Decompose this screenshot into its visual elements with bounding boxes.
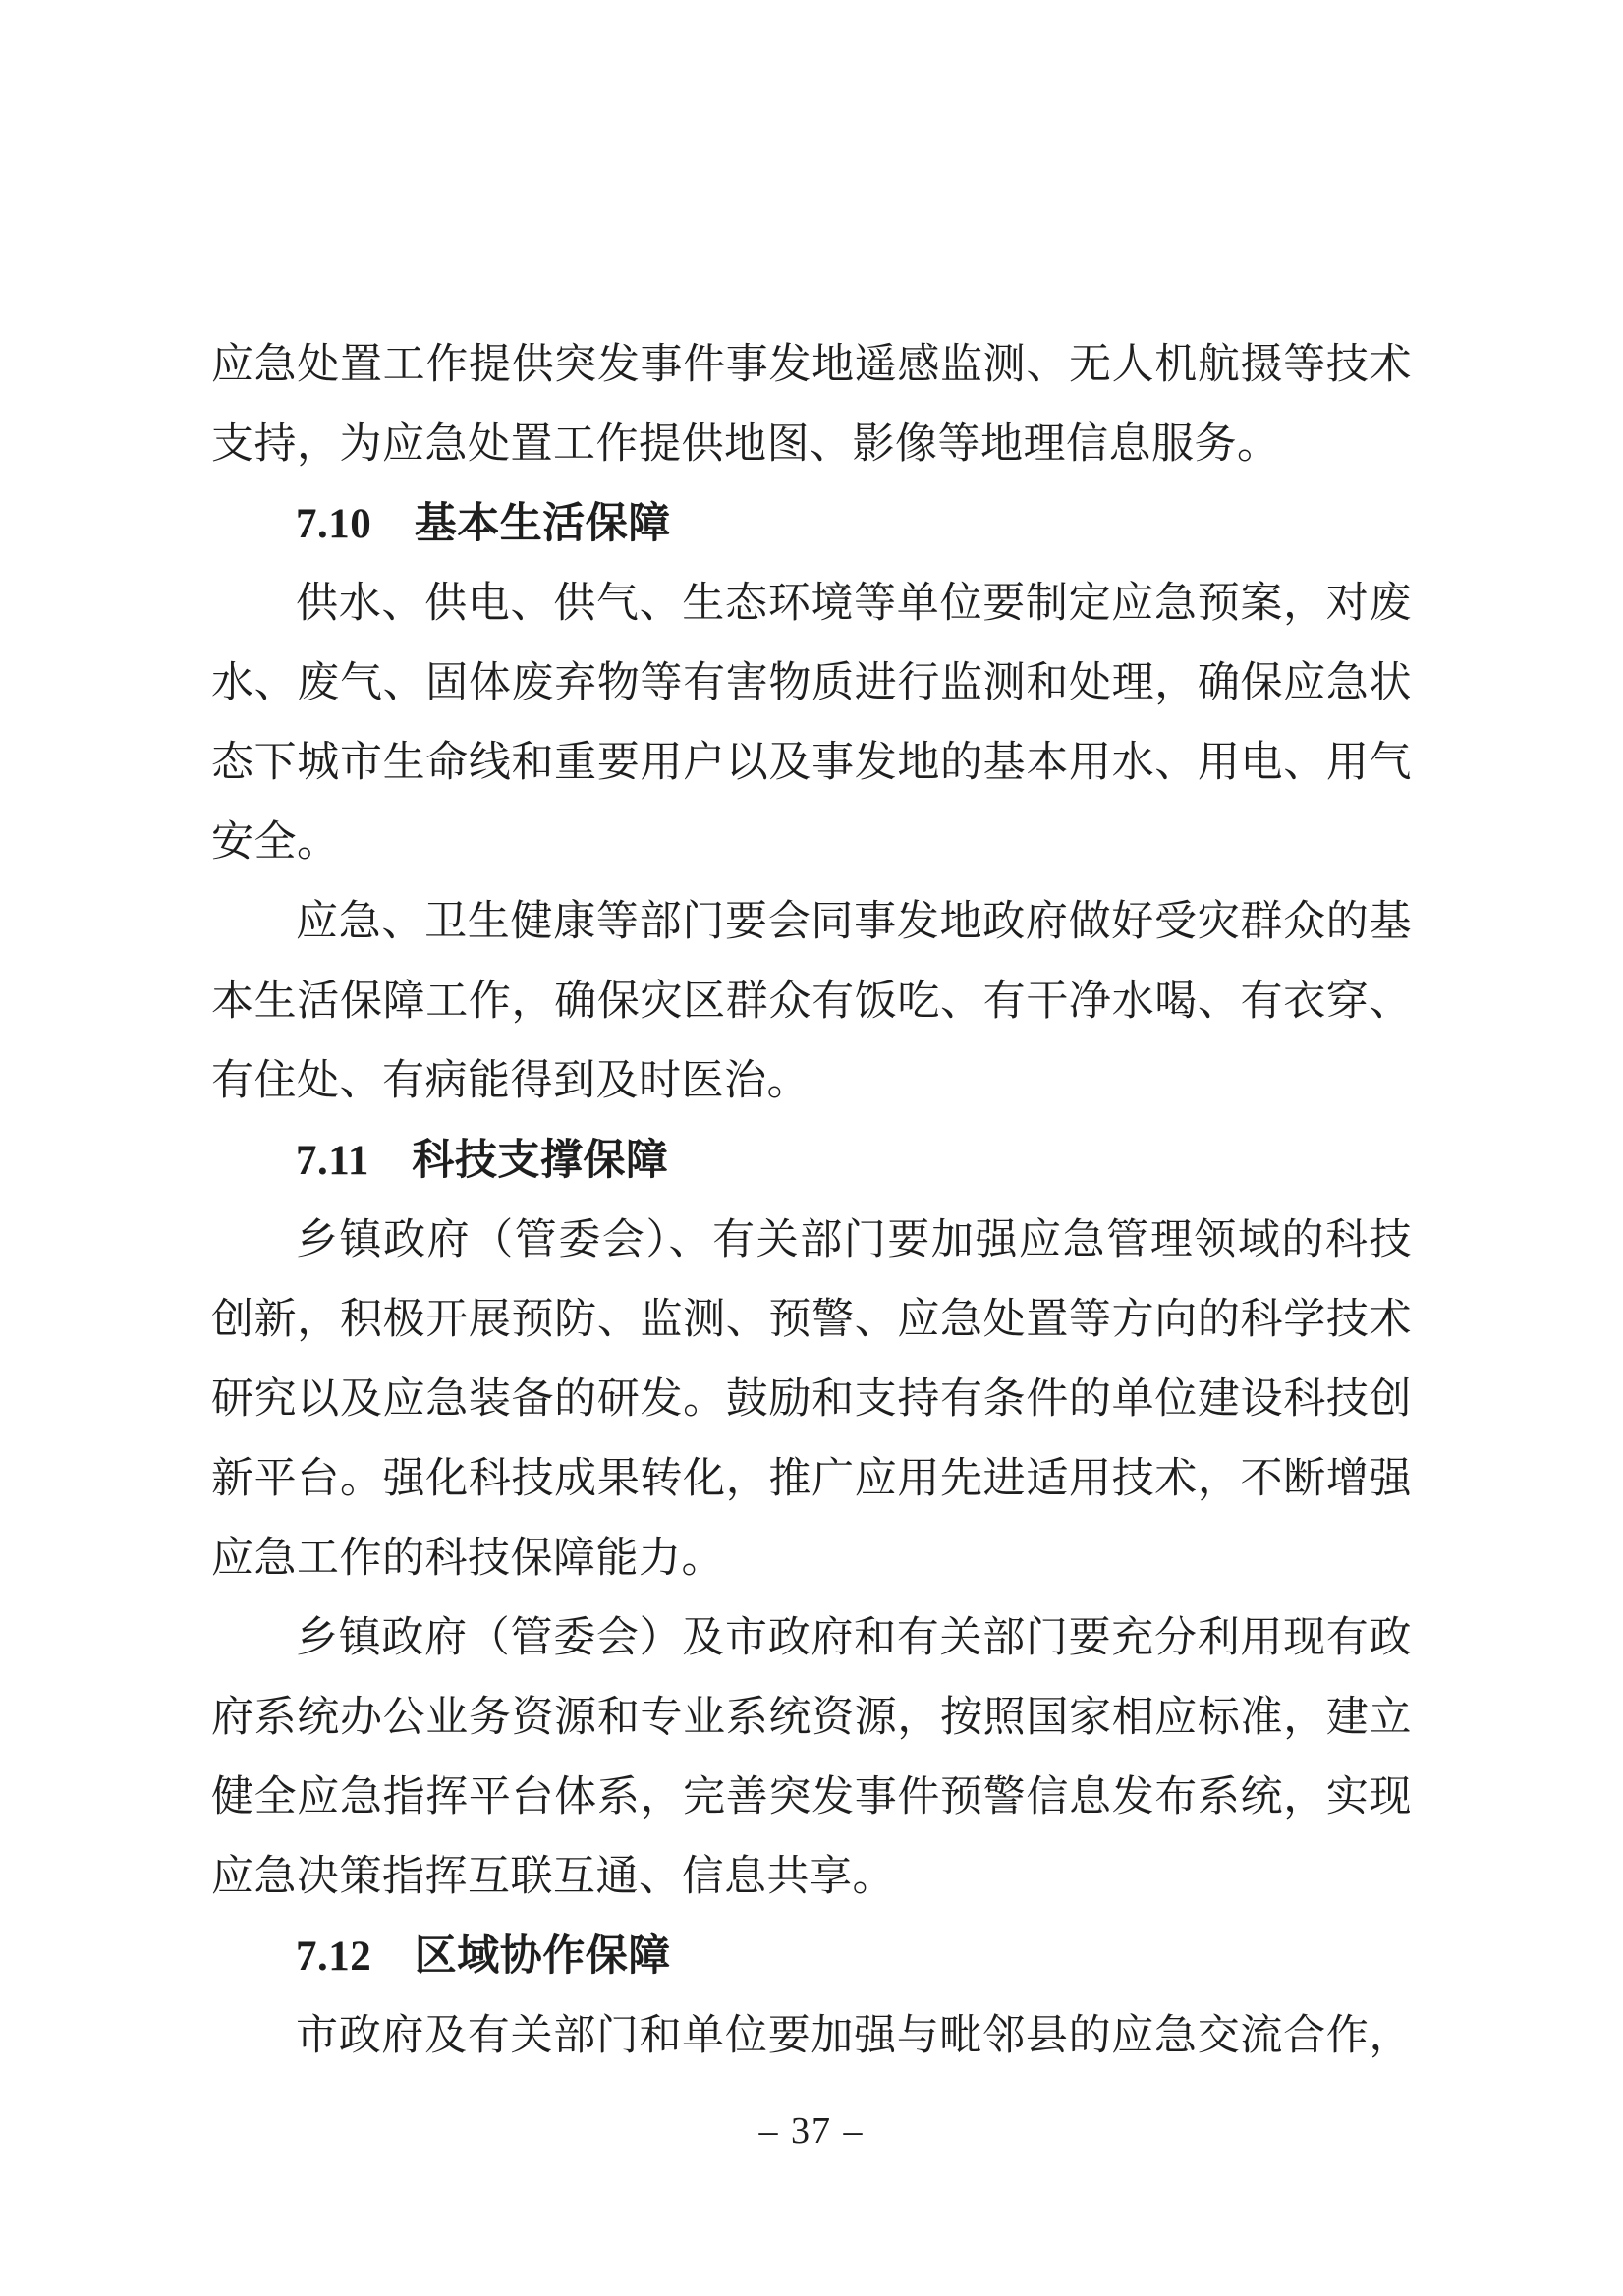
body-line: 支持，为应急处置工作提供地图、影像等地理信息服务。 <box>211 421 1280 468</box>
body-line: 供水、供电、供气、生态环境等单位要制定应急预案，对废 <box>296 581 1412 627</box>
body-line: 水、废气、固体废弃物等有害物质进行监测和处理，确保应急状 <box>211 660 1412 706</box>
body-line: 创新，积极开展预防、监测、预警、应急处置等方向的科学技术 <box>211 1297 1412 1343</box>
body-line: 态下城市生命线和重要用户以及事发地的基本用水、用电、用气 <box>211 740 1412 786</box>
body-line: 市政府及有关部门和单位要加强与毗邻县的应急交流合作， <box>296 2013 1412 2059</box>
body-line: 安全。 <box>211 819 340 866</box>
section-heading-7-10: 7.10 基本生活保障 <box>296 501 671 547</box>
body-line: 应急决策指挥互联互通、信息共享。 <box>211 1854 895 1900</box>
page-number: – 37 – <box>758 2110 865 2152</box>
body-line: 乡镇政府（管委会）及市政府和有关部门要充分利用现有政 <box>296 1615 1412 1661</box>
section-heading-7-11: 7.11 科技支撑保障 <box>296 1138 669 1184</box>
body-line: 新平台。强化科技成果转化，推广应用先进适用技术，不断增强 <box>211 1456 1412 1502</box>
body-line: 应急处置工作提供突发事件事发地遥感监测、无人机航摄等技术 <box>211 342 1412 388</box>
body-line: 健全应急指挥平台体系，完善突发事件预警信息发布系统，实现 <box>211 1774 1412 1820</box>
body-line: 研究以及应急装备的研发。鼓励和支持有条件的单位建设科技创 <box>211 1376 1412 1423</box>
body-line: 府系统办公业务资源和专业系统资源，按照国家相应标准，建立 <box>211 1695 1412 1741</box>
section-heading-7-12: 7.12 区域协作保障 <box>296 1933 671 1980</box>
body-line: 有住处、有病能得到及时医治。 <box>211 1058 810 1104</box>
body-line: 本生活保障工作，确保灾区群众有饭吃、有干净水喝、有衣穿、 <box>211 979 1412 1025</box>
document-text-block <box>211 325 1412 2076</box>
body-line: 应急工作的科技保障能力。 <box>211 1536 724 1582</box>
body-line: 乡镇政府（管委会）、有关部门要加强应急管理领域的科技 <box>296 1217 1412 1263</box>
body-line: 应急、卫生健康等部门要会同事发地政府做好受灾群众的基 <box>296 899 1412 945</box>
